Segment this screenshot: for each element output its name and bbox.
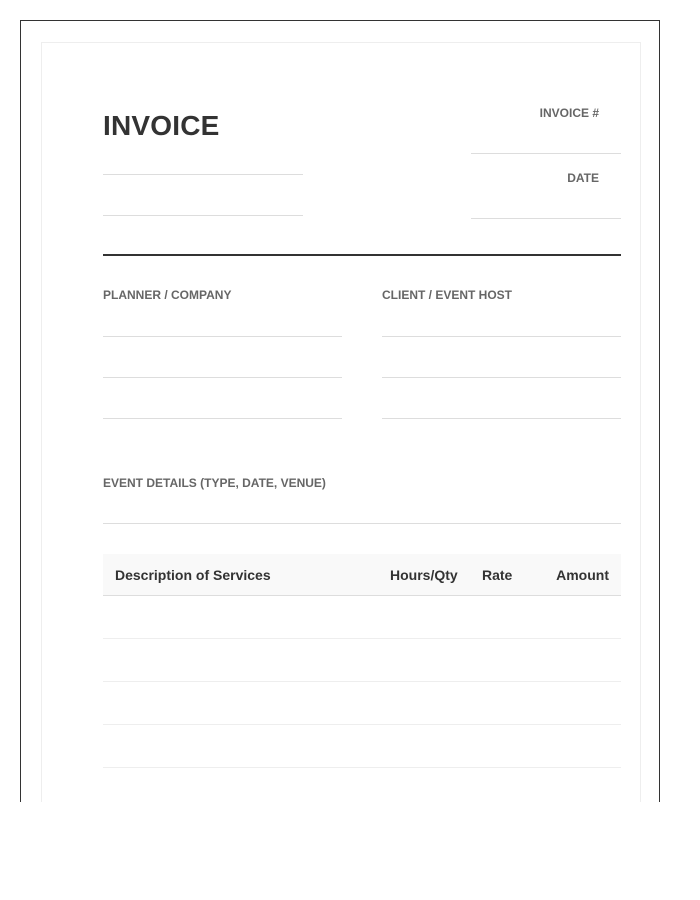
date-label: DATE [567, 171, 599, 185]
client-line-2[interactable] [382, 377, 621, 378]
planner-line-2[interactable] [103, 377, 342, 378]
invoice-number-field[interactable] [471, 153, 621, 154]
table-row[interactable] [103, 596, 621, 639]
client-line-3[interactable] [382, 418, 621, 419]
header-field-line-1[interactable] [103, 174, 303, 175]
planner-line-3[interactable] [103, 418, 342, 419]
invoice-title: INVOICE [103, 110, 220, 141]
table-row[interactable] [103, 682, 621, 725]
table-row[interactable] [103, 768, 621, 802]
table-row[interactable] [103, 639, 621, 682]
column-header-description: Description of Services [115, 567, 271, 583]
event-details-label: EVENT DETAILS (TYPE, DATE, VENUE) [103, 476, 326, 490]
header-divider [103, 254, 621, 256]
event-details-field[interactable] [103, 523, 621, 524]
table-row[interactable] [103, 725, 621, 768]
planner-line-1[interactable] [103, 336, 342, 337]
services-table-header [103, 554, 621, 596]
client-event-host-label: CLIENT / EVENT HOST [382, 288, 513, 302]
client-line-1[interactable] [382, 336, 621, 337]
column-header-hours-qty: Hours/Qty [390, 567, 458, 583]
invoice-sheet [41, 42, 641, 802]
planner-company-label: PLANNER / COMPANY [103, 288, 232, 302]
date-field[interactable] [471, 218, 621, 219]
invoice-number-label: INVOICE # [539, 106, 599, 120]
column-header-rate: Rate [482, 567, 513, 583]
header-field-line-2[interactable] [103, 215, 303, 216]
document-frame [20, 20, 660, 802]
column-header-amount: Amount [556, 567, 609, 583]
